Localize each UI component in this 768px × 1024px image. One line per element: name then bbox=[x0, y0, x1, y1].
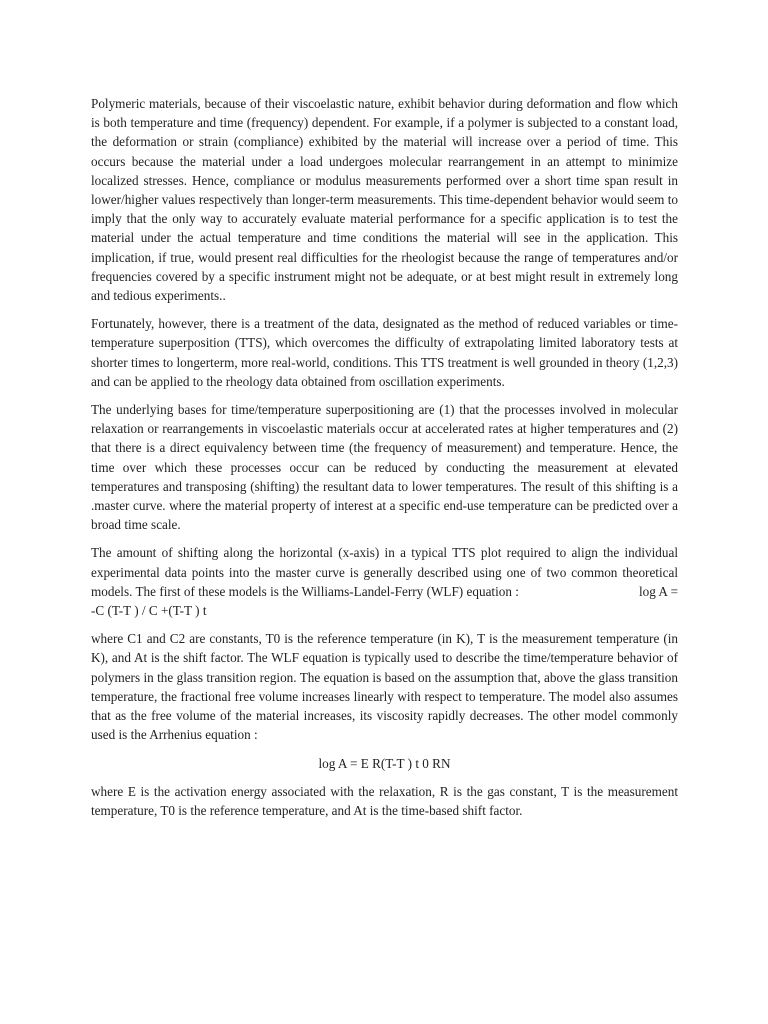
paragraph-arrhenius-explanation: where E is the activation energy associated with the relaxation, R is the gas constant, T is the measurement temperature, T0 is the reference temperature, and At is the time-based shift factor. bbox=[91, 783, 678, 818]
paragraph-wlf-intro bbox=[91, 543, 678, 620]
paragraph-tts: Fortunately, however, there is a treatment of the data, designated as the method of reduced variables or time-temperature superposition (TTS), which overcomes the difficulty of extrapolating limited laboratory tests at shorter times to longerterm, more real-world, conditions. This TTS treatment is well grounded in theory (1,2,3) and can be applied to the rheology data obtained from oscillation experiments. bbox=[91, 316, 678, 389]
paragraph-underlying-bases: The underlying bases for time/temperature superpositioning are (1) that the processes involved in molecular relaxation or rearrangements in viscoelastic materials occur at accelerated rates at higher temperatures and (2) that there is a direct equivalency between time (the frequency of measurement) and temperature. Hence, the time over which these processes occur can be reduced by conducting the measurement at elevated temperatures and transposing (shifting) the resultant data to lower temperatures. The result of this shifting is a .master curve. where the material property of interest at a specific end-use temperature can be predicted over a broad time scale. bbox=[91, 402, 678, 533]
paragraph-intro: Polymeric materials, because of their viscoelastic nature, exhibit behavior during deformation and flow which is both temperature and time (frequency) dependent. For example, if a polymer is subjected to a constant load, the deformation or strain (compliance) exhibited by the material will increase over a period of time. This occurs because the material under a load undergoes molecular rearrangement in an attempt to minimize localized stresses. Hence, compliance or modulus measurements performed over a short time span result in lower/higher values respectively than longer-term measurements. This time-dependent behavior would seem to imply that the only way to accurately evaluate material performance for a specific application is to test the material under the actual temperature and time conditions the material will see in the application. This implication, if true, would present real difficulties for the rheologist because the range of temperatures and/or frequencies covered by a specific instrument might not be adequate, or at best might result in extremely long and tedious experiments.. bbox=[91, 96, 678, 304]
wlf-equation: log A = -C (T-T ) / C +(T-T ) t bbox=[91, 583, 679, 619]
document-page bbox=[91, 94, 678, 829]
paragraph-wlf-explanation: where C1 and C2 are constants, T0 is the reference temperature (in K), T is the measurement temperature (in K), and At is the shift factor. The WLF equation is typically used to describe the time/temperature behavior of polymers in the glass transition region. The equation is based on the assumption that, above the glass transition temperature, the fractional free volume increases linearly with respect to temperature. The model also assumes that as the free volume of the material increases, its viscosity rapidly decreases. The other model commonly used is the Arrhenius equation : bbox=[91, 631, 678, 743]
wlf-intro-text: The amount of shifting along the horizontal (x-axis) in a typical TTS plot required to align the individual experimental data points into the master curve is generally described using one of two common theoretical models. The first of these models is the Williams-Landel-Ferry (WLF) equation : bbox=[91, 545, 678, 599]
arrhenius-equation: log A = E R(T-T ) t 0 RN bbox=[318, 755, 451, 771]
